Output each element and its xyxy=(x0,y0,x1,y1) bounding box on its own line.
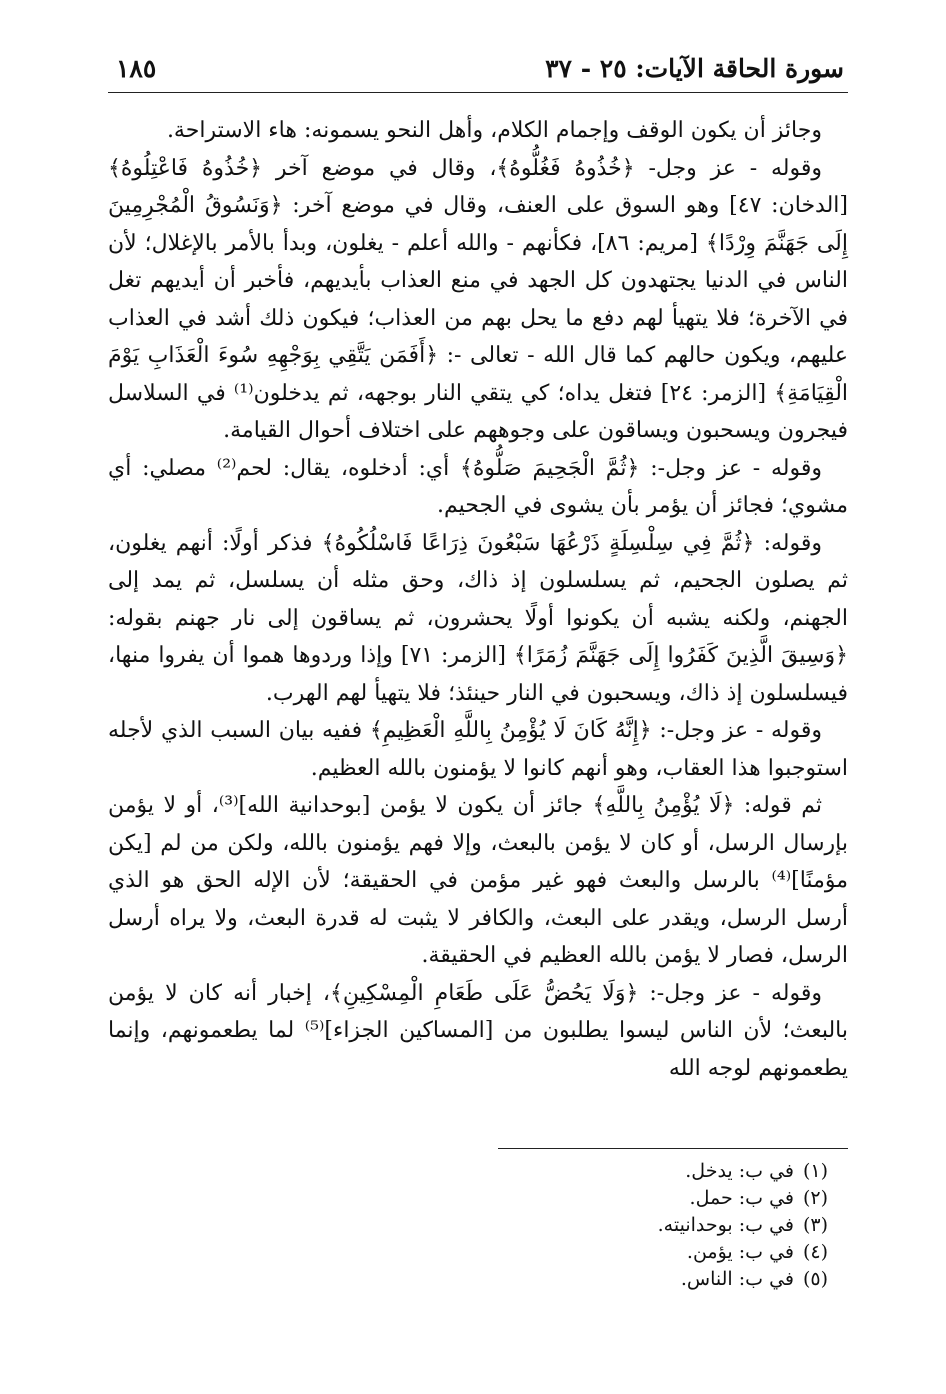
footnote-text: في ب: حمل. xyxy=(689,1187,794,1209)
footnote xyxy=(108,1266,828,1293)
paragraph: وقوله - عز وجل-: ﴿وَلَا يَحُضُّ عَلَى طَعَامِ الْمِسْكِينِ﴾، إخبار أنه كان لا يؤمن بالبعث؛ لأن الناس ليسوا يطلبون من [المساكين الجزاء]⁽⁵⁾ لما يطعمونهم، وإنما يطعمونهم لوجه الله xyxy=(108,980,848,1081)
footnote-separator xyxy=(498,1148,848,1149)
footnote xyxy=(108,1158,828,1185)
page-number: ١٨٥ xyxy=(116,54,157,83)
footnote-text: في ب: الناس. xyxy=(680,1268,794,1290)
footnote-number: (١) xyxy=(802,1160,828,1182)
footnote-number: (٢) xyxy=(802,1187,828,1209)
paragraph: وجائز أن يكون الوقف وإجمام الكلام، وأهل النحو يسمونه: هاء الاستراحة. xyxy=(166,118,822,143)
footnote xyxy=(108,1212,828,1239)
paragraph: وقوله - عز وجل-: ﴿ثُمَّ الْجَحِيمَ صَلُّوهُ﴾ أي: أدخلوه، يقال: لحم⁽²⁾ مصلي: أي مشوي؛ فجائز أن يؤمر بأن يشوى في الجحيم. xyxy=(108,455,848,518)
footnote xyxy=(108,1239,828,1266)
footnote-text: في ب: يدخل. xyxy=(685,1160,794,1182)
paragraph: وقوله: ﴿ثُمَّ فِي سِلْسِلَةٍ ذَرْعُهَا سَبْعُونَ ذِرَاعًا فَاسْلُكُوهُ﴾ فذكر أولًا: أنهم يغلون، ثم يصلون الجحيم، ثم يسلسلون إذ ذاك، وحق مثله أن يسلسل، ثم يمد إلى الجهنم، ولكنه يشبه أن يكونوا أولًا يحشرون، ثم يساقون إلى نار جهنم بقوله: ﴿وَسِيقَ الَّذِينَ كَفَرُوا إِلَى جَهَنَّمَ زُمَرًا﴾ [الزمر: ٧١] وإذا وردوها هموا أن يفروا منها، فيسلسلون إذ ذاك، ويسحبون في النار حينئذ؛ فلا يتهيأ لهم الهرب. xyxy=(108,530,848,706)
paragraph: وقوله - عز وجل-: ﴿إِنَّهُ كَانَ لَا يُؤْمِنُ بِاللَّهِ الْعَظِيمِ﴾ ففيه بيان السبب الذي لأجله استوجبوا هذا العقاب، وهو أنهم كانوا لا يؤمنون بالله العظيم. xyxy=(108,718,848,781)
footnote-number: (٣) xyxy=(802,1214,828,1236)
paragraph: ثم قوله: ﴿لَا يُؤْمِنُ بِاللَّهِ﴾ جائز أن يكون لا يؤمن [بوحدانية الله]⁽³⁾، أو لا يؤمن بإرسال الرسل، أو كان لا يؤمن بالبعث، وإلا فهم يؤمنون بالله، ولكن من لم [يكن مؤمنًا]⁽⁴⁾ بالرسل والبعث فهو غير مؤمن في الحقيقة؛ لأن الإله الحق هو الذي أرسل الرسل، ويقدر على البعث، والكافر لا يثبت له قدرة البعث، ولا يراه أرسل الرسل، فصار لا يؤمن بالله العظيم في الحقيقة. xyxy=(108,793,848,968)
main-text xyxy=(108,112,848,1087)
footnote-number: (٥) xyxy=(802,1268,828,1290)
page-header xyxy=(108,52,848,93)
running-title: سورة الحاقة الآيات: ٢٥ - ٣٧ xyxy=(545,54,844,83)
footnote-text: في ب: بوحدانيته. xyxy=(657,1214,794,1236)
footnotes xyxy=(108,1158,828,1293)
footnote xyxy=(108,1185,828,1212)
footnote-number: (٤) xyxy=(802,1241,828,1263)
paragraph: وقوله - عز وجل- ﴿خُذُوهُ فَغُلُّوهُ﴾، وقال في موضع آخر ﴿خُذُوهُ فَاعْتِلُوهُ﴾ [الدخان: ٤٧] وهو السوق على العنف، وقال في موضع آخر: ﴿وَنَسُوقُ الْمُجْرِمِينَ إِلَى جَهَنَّمَ وِرْدًا﴾ [مريم: ٨٦]، فكأنهم - والله أعلم - يغلون، وبدأ بالأمر بالإغلال؛ لأن الناس في الدنيا يجتهدون كل الجهد في منع العذاب بأيديهم، فأخبر أن أيديهم تغل في الآخرة؛ فلا يتهيأ لهم دفع ما يحل بهم من العذاب؛ فيكون ذلك أشد في العذاب عليهم، ويكون حالهم كما قال الله - تعالى -: ﴿أَفَمَن يَتَّقِي بِوَجْهِهِ سُوءَ الْعَذَابِ يَوْمَ الْقِيَامَةِ﴾ [الزمر: ٢٤] فتغل يداه؛ كي يتقي النار بوجهه، ثم يدخلون⁽¹⁾ في السلاسل فيجرون ويسحبون ويساقون على وجوههم على اختلاف أحوال القيامة. xyxy=(108,155,849,443)
footnote-text: في ب: يؤمن. xyxy=(686,1241,794,1263)
